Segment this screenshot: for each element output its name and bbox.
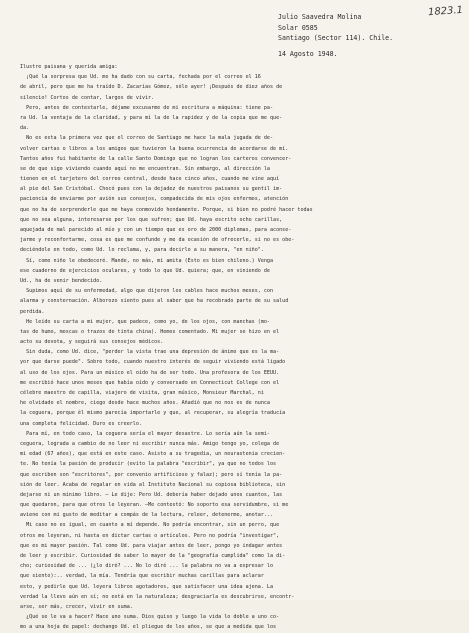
letter-line: célebre maestro de capilla, viajero de visita, gran músico, Monsieur Marchal, ni	[20, 390, 264, 396]
letter-line: silencio! Cortos de contar, largos de vivir.	[20, 94, 155, 101]
letter-line: esto, y pedirle que Ud. leyera libros agotadores, que satisfacer una idea ajena. La	[20, 583, 274, 590]
sender-name: Julio Saavedra Molina	[278, 13, 362, 21]
letter-line: Mi caso no es igual, en cuanto a mí depende. No podría encontrar, sin un perro, que	[20, 522, 280, 529]
letter-line: Para mí, en todo caso, la ceguera sería el mayor desastre. Lo sería aún la semi-	[20, 430, 270, 437]
letter-line: te. No tenía la pasión de producir (evito la palabra "escribir", ya que no todos los	[20, 461, 277, 468]
letter-line: ese cuaderno de ejercicios oculares, y todo lo que Ud. quiera; que, en viniendo de	[20, 267, 270, 274]
letter-line: acto su devota, y seguirá sus consejos médicos.	[20, 339, 164, 346]
letter-line: que escriben son "escritores", por convenio artificioso y falaz); pero sí tenía la pa-	[20, 471, 283, 478]
letter-line: ceguera, lograda a cambio de no leer ni escribir nunca más. Amigo tengo yo, colega de	[20, 440, 280, 447]
sender-city: Santiago (Sector 114). Chile.	[278, 34, 394, 43]
letter-line: Ud., ha de venir bendecido.	[20, 277, 103, 284]
letter-line: que quedaron, para que otros le leyeran. —Me contestó: No soporto esa servidumbre, si me	[20, 502, 289, 509]
letter-line: de abril, pero que me ha traído D. Zacarías Gómez, sólo ayer! ¡Después de diez años de	[20, 84, 283, 91]
letter-line: Supimos aquí de su enfermedad, algo que dijeron los cables hace muchos meses, con	[20, 288, 274, 295]
letter-line: Ilustre paisana y querida amiga:	[20, 64, 118, 70]
letter-line: que no ha de sorprenderle que me haya conmovido hondamente. Porque, si bien no podré hacer todas	[20, 206, 313, 213]
letter-line: jarme y reconfortarme, cosa es que me confunde y me da ocasión de ofrecerle, si no es obe-	[20, 237, 295, 244]
letter-line: me escribió hace unos meses que había oído y conversado en Connecticut College con el	[20, 379, 280, 386]
letter-line: volver cartas o libros a los amigos que tuvieron la buena ocurrencia de acordarse de mí.	[20, 145, 289, 152]
letter-line: se de que sigo viviendo cuando aquí no me encuentran. Sin embargo, al dirección la	[20, 165, 270, 172]
letter-line: tienen en el tarjetero del correo central, desde hace cinco años, cuando me vine aquí	[20, 176, 280, 183]
letter-line: yor que darse puede". Sobre todo, cuando nuestro interés de seguir viviendo está ligado	[20, 359, 286, 366]
letter-line: sión de leer. Acaba de regalar en vida al Instituto Nacional su copiosa biblioteca, sin	[20, 481, 286, 488]
letter-line: mi edad (67 años), que está en este caso. Asisto a su tragedia, un neurastenia crecien-	[20, 451, 286, 458]
letter-line: He leído su carta a mi mujer, que padece, como yo, de los ojos, con manchas (mo-	[20, 318, 270, 325]
letter-line: ¿Qué se le va a hacer? Hace uno suma. Dios quiso y luego la vida lo doble a uno co-	[20, 614, 280, 621]
sender-block	[278, 12, 393, 44]
sender-address: Solar 0585	[278, 23, 318, 32]
letter-line: mo a una hoja de papel: dechango Ud. el pliegue de los años, se que a medida que los	[20, 624, 277, 631]
letter-line: ¡Qué la sorpresa que Ud. me ha dado con su carta, fechada por el correo el 16	[20, 74, 261, 81]
letter-line: que no sea alguna, interesarse por los que sufren; que Ud. haya escrito ocho carillas,	[20, 216, 283, 223]
letter-line: deciéndole en todo, como Ud. lo reclama, y, para decirlo a su manera, "en niño".	[20, 247, 264, 254]
archive-folio-number: 1823.1	[427, 4, 464, 19]
letter-line: cho; curiosidad de ... (¿lo diré? ... No lo diré ... la palabra no va a expresar lo	[20, 563, 274, 570]
letter-line: que siento):.. verdad, la mía. Tendría que escribir muchas carillas para aclarar	[20, 573, 264, 580]
letter-line: de leer y escribir. Curiosidad de saber lo mayor de la "geografía cumplida" como la di-	[20, 553, 286, 559]
letter-line: al pie del San Cristóbal. Chocó pues con la dejadez de nuestros paisanos su gentil im-	[20, 186, 283, 193]
letter-line: perdida.	[20, 308, 45, 315]
letter-line: paciencia de enviarme por avión sus consejos, compadecida de mis ojos enfermos, atención	[20, 196, 289, 203]
letter-line: aquejada de mal parecido al mío y con un tiempo que es oro de 2000 diplomas, para aconse-	[20, 227, 292, 233]
letter-line: No es esta la primera vez que el correo de Santiago me hace la mala jugada de de-	[20, 135, 274, 142]
letter-line: al uso de los ojos. Para un músico el oído ha de ser todo. Una profesora de los EEUU.	[20, 369, 280, 376]
letter-line: ra Ud. la ventaja de la claridad, y para mí la de la rapidez y de la copia que me que-	[20, 114, 283, 121]
letter-line: dejarse ni un mínimo libro. — Le dije: Pero Ud. debería haber dejado unos cuantos, las	[20, 491, 283, 498]
letter-line: Sí, como niño le obedeceré. Mande, no más, mi amita (Esto es bien chileno.) Venga	[20, 257, 274, 264]
letter-line: Sin duda, como Ud. dice, "perder la vista trae una depresión de ánimo que es la ma-	[20, 349, 280, 356]
letter-line: aviene con mi gusto de meditar a compás de la lectura, releer, detenerme, anotar...	[20, 512, 274, 519]
letter-line: alarma y consternación. Alborozo siento pues al saber que ha recobrado parte de su salud	[20, 298, 289, 305]
letter-line: he olvidado el nombre, ciego desde hace muchos años. Añadió que no nos es de nunca	[20, 400, 270, 407]
letter-line: Tantos años fui habitante de la calle Santo Domingo que no logran los carteros convencer-	[20, 155, 292, 162]
letter-date: 14 Agosto 1948.	[278, 50, 338, 58]
letter-line: Pero, antes de contestarle, déjame excusarme de mi escritura a máquina: tiene pa-	[20, 104, 274, 111]
letter-body	[20, 62, 460, 633]
letter-line: la ceguera, porque él mismo parecía importarle y que, al recuperar, su alegría traducía	[20, 410, 286, 417]
letter-line: otros me leyeran, ni hasta en dictar cartas o artículos. Pero no podría "investigar",	[20, 532, 280, 539]
letter-line: una completa felicidad. Duro es creerlo.	[20, 420, 142, 427]
letter-line: tas de humo, moscas o trazos de tinta china). Hemos comentado. Mi mujer se hizo en el	[20, 328, 280, 335]
letter-line: verdad la llevo aún en sí; no está en la naturaleza; desgraciarla es descubrirse, encontr-	[20, 593, 295, 600]
letter-line: arse, ser más, crecer, vivir en suma.	[20, 603, 133, 610]
letter-line: da.	[20, 125, 30, 132]
letter-line: que es mi mayor pasión. Tal como Ud. para viajar antes de leer, pongo yo indagar antes	[20, 542, 283, 549]
